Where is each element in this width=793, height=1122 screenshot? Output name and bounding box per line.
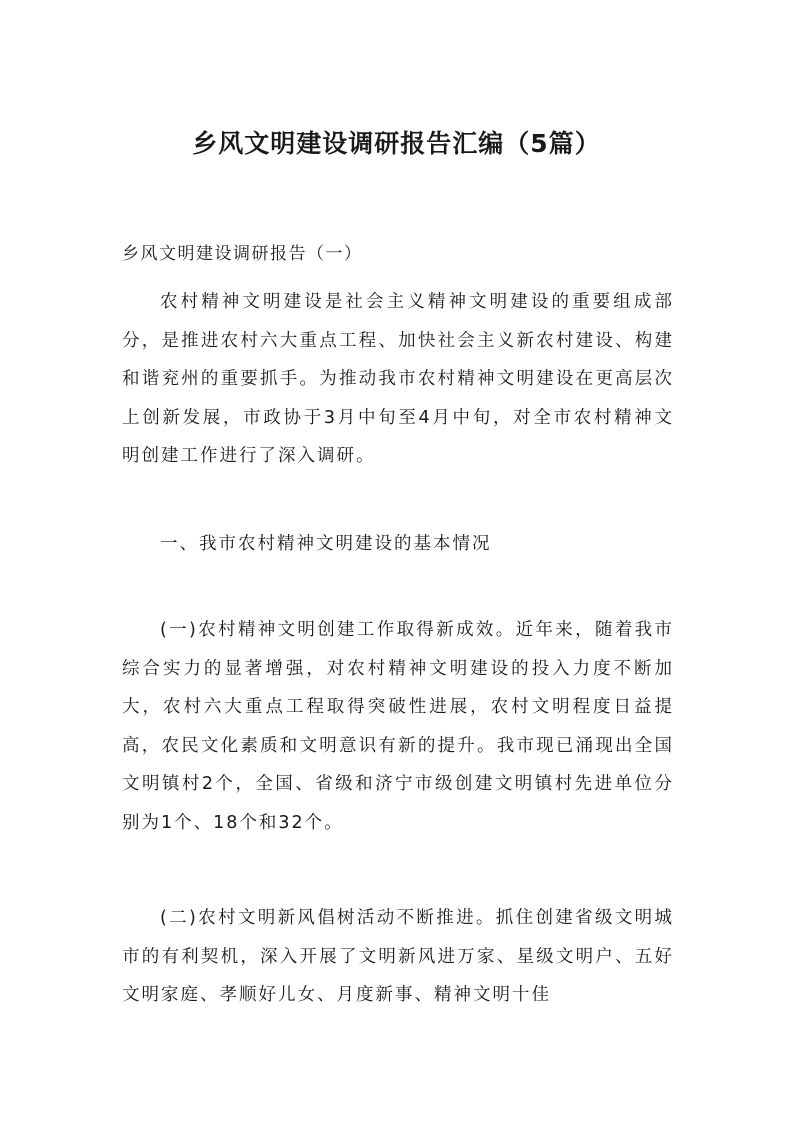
document-title: 乡风文明建设调研报告汇编（5篇）: [192, 129, 601, 158]
body-paragraph-1: (一)农村精神文明创建工作取得新成效。近年来，随着我市综合实力的显著增强，对农村精神文明建设的投入力度不断加大，农村六大重点工程取得突破性进展，农村文明程度日益提高，农民文化素质和文明意识有新的提升。我市现已涌现出全国文明镇村2个，全国、省级和济宁市级创建文明镇村先进单位分别为1个、18个和32个。: [122, 620, 674, 833]
section-heading: 一、我市农村精神文明建设的基本情况: [160, 534, 492, 554]
report-subtitle: 乡风文明建设调研报告（一）: [122, 244, 363, 264]
body-paragraph-2: (二)农村文明新风倡树活动不断推进。抓住创建省级文明城市的有利契机，深入开展了文明新风进万家、星级文明户、五好文明家庭、孝顺好儿女、月度新事、精神文明十佳: [122, 908, 674, 1005]
intro-paragraph: 农村精神文明建设是社会主义精神文明建设的重要组成部分，是推进农村六大重点工程、加快社会主义新农村建设、构建和谐兖州的重要抓手。为推动我市农村精神文明建设在更高层次上创新发展，市政协于3月中旬至4月中旬，对全市农村精神文明创建工作进行了深入调研。: [122, 292, 674, 466]
